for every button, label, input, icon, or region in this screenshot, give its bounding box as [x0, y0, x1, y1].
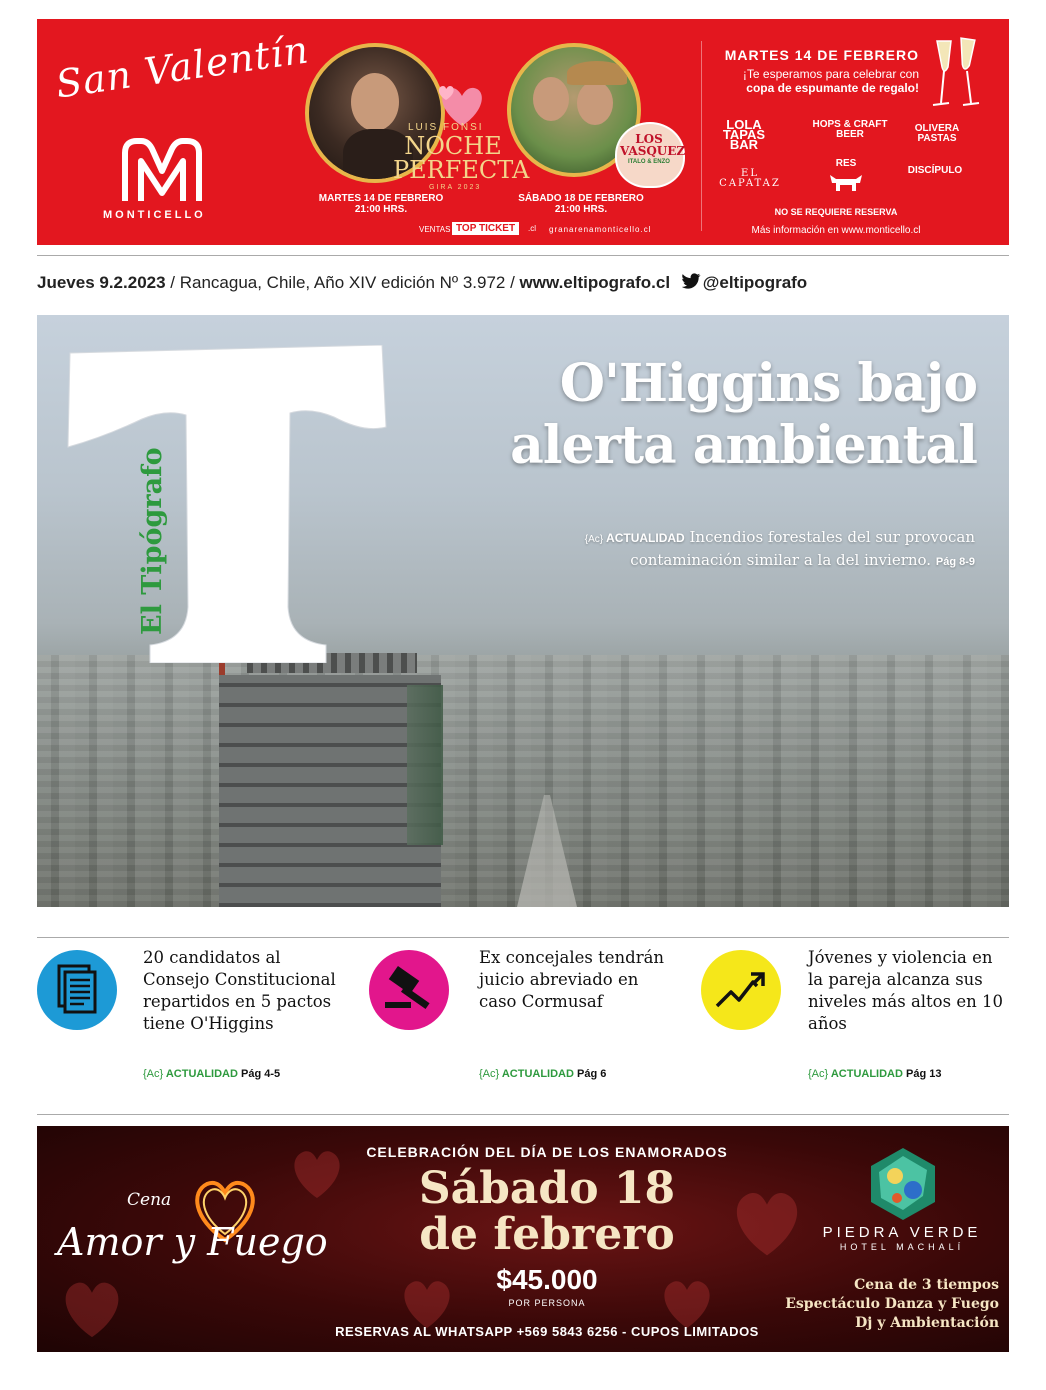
- brief-1-tag[interactable]: [143, 1068, 280, 1080]
- event-date: [337, 1163, 757, 1260]
- el-tipografo-t-logo: [64, 345, 424, 663]
- per-person-label: POR PERSONA: [508, 1298, 586, 1308]
- reservas-whatsapp[interactable]: RESERVAS AL WHATSAPP +569 5843 6256 - CUPOS LIMITADOS: [335, 1324, 759, 1339]
- document-icon: [37, 950, 117, 1030]
- heart-bg-icon: [57, 1276, 127, 1340]
- deck-line-2: contaminación similar a la del invierno.: [630, 551, 932, 569]
- lead-headline[interactable]: [417, 353, 977, 477]
- restaurant-olivera: OLIVERA PASTAS: [914, 123, 960, 144]
- venue-subtitle: HOTEL MACHALÍ: [839, 1242, 965, 1252]
- no-reserva-note: NO SE REQUIERE RESERVA: [774, 207, 898, 217]
- brief-3-bracket: {Ac}: [808, 1068, 829, 1080]
- city-skyline: [37, 655, 1009, 907]
- heart-bg-icon: [657, 1276, 717, 1330]
- vasquez-date: [511, 193, 651, 215]
- fonsi-date: [311, 193, 451, 215]
- vasquez-date-text: SÁBADO 18 DE FEBRERO: [518, 193, 644, 204]
- piedra-verde-ad[interactable]: [37, 1126, 1009, 1352]
- promo-text: [701, 67, 919, 95]
- restaurant-res-label: RES: [835, 158, 857, 169]
- brief-1-section: ACTUALIDAD: [165, 1068, 238, 1080]
- arena-url[interactable]: granarenamonticello.cl: [549, 225, 652, 234]
- restaurant-capataz: EL CAPATAZ: [719, 168, 781, 189]
- issue-date: Jueves 9.2.2023: [37, 273, 166, 292]
- headline-line-1: O'Higgins bajo: [559, 353, 977, 414]
- brief-2-title[interactable]: Ex concejales tendrán juicio abreviado en caso Cormusaf: [479, 948, 665, 1011]
- los-vasquez-name: LOS VASQUEZ: [620, 132, 686, 158]
- building-scaffold: [407, 685, 443, 845]
- lead-section-tag[interactable]: [585, 531, 685, 545]
- vasquez-time-text: 21:00 HRS.: [554, 204, 608, 215]
- cena-label: Cena: [127, 1190, 172, 1210]
- restaurant-res: [823, 159, 869, 196]
- restaurant-discipulo: DISCÍPULO: [907, 165, 963, 176]
- brief-3-section: ACTUALIDAD: [830, 1068, 903, 1080]
- brief-2-tag[interactable]: [479, 1068, 606, 1080]
- brief-3-badge: [701, 950, 781, 1030]
- noche-perfecta-title: NOCHE PERFECTA: [393, 132, 530, 184]
- brief-1-page: Pág 4-5: [241, 1068, 281, 1080]
- feature-3: Dj y Ambientación: [855, 1315, 999, 1331]
- restaurant-hops: HOPS & CRAFT BEER: [812, 119, 888, 140]
- issue-place: / Rancagua, Chile, Año XIV edición Nº 3.972 /: [165, 273, 520, 292]
- lead-photo: [37, 315, 1009, 907]
- monticello-logo-icon: [117, 131, 207, 211]
- brief-2-bracket: {Ac}: [479, 1068, 500, 1080]
- gavel-icon: [369, 950, 449, 1030]
- lead-deck: [477, 527, 975, 572]
- fonsi-date-text: MARTES 14 DE FEBRERO: [318, 193, 444, 204]
- piedra-verde-logo-icon: [867, 1146, 939, 1222]
- champagne-glasses-icon: [929, 33, 985, 113]
- topticket-suffix: .cl: [528, 224, 536, 233]
- twitter-icon: [681, 273, 701, 290]
- brief-2-badge: [369, 950, 449, 1030]
- brief-1-title[interactable]: 20 candidatos al Consejo Constitucional repartidos en 5 pactos tiene O'Higgins: [143, 948, 336, 1033]
- brief-2-section: ACTUALIDAD: [501, 1068, 574, 1080]
- lead-page-ref: Pág 8-9: [935, 556, 975, 568]
- restaurant-lola: LOLA TAPAS BAR: [722, 117, 766, 152]
- promo-line-1: ¡Te esperamos para celebrar con: [742, 67, 919, 81]
- el-tipografo-name: El Tipógrafo: [137, 447, 168, 635]
- site-link[interactable]: www.eltipografo.cl: [519, 273, 671, 292]
- dateline: [37, 273, 807, 293]
- event-features: [737, 1276, 999, 1333]
- brief-1-bracket: {Ac}: [143, 1068, 164, 1080]
- fonsi-time-text: 21:00 HRS.: [354, 204, 408, 215]
- brief-2-page: Pág 6: [577, 1068, 607, 1080]
- promo-date: MARTES 14 DE FEBRERO: [724, 47, 919, 63]
- promo-line-2: copa de espumante de regalo!: [746, 81, 919, 95]
- rule-top: [37, 255, 1009, 256]
- ventas-label: VENTAS: [419, 225, 451, 234]
- los-vasquez-subtitle: ITALO & ENZO: [628, 159, 670, 165]
- mas-info-link[interactable]: Más información en www.monticello.cl: [751, 225, 921, 236]
- feature-1: Cena de 3 tiempos: [854, 1277, 999, 1293]
- fonsi-tour: GIRA 2023: [429, 184, 482, 191]
- topticket-logo[interactable]: TOP TICKET: [452, 222, 519, 235]
- monticello-ad[interactable]: [37, 19, 1009, 245]
- san-valentin-title: San Valentín: [53, 27, 312, 107]
- deck-line-1: Incendios forestales del sur provocan: [689, 528, 975, 546]
- rule-bottom: [37, 1114, 1009, 1115]
- trend-up-icon: [701, 950, 781, 1030]
- celebracion-title: CELEBRACIÓN DEL DÍA DE LOS ENAMORADOS: [366, 1144, 728, 1160]
- fonsi-artist-name: LUIS FONSI: [408, 122, 484, 133]
- lead-section-bracket: {Ac}: [584, 534, 604, 545]
- headline-line-2: alerta ambiental: [510, 415, 977, 476]
- brief-3-page: Pág 13: [906, 1068, 942, 1080]
- feature-2: Espectáculo Danza y Fuego: [785, 1296, 999, 1312]
- brief-1-badge: [37, 950, 117, 1030]
- bull-icon: [826, 169, 866, 193]
- brief-3-title[interactable]: Jóvenes y violencia en la pareja alcanza sus niveles más altos en 10 años: [808, 948, 1003, 1033]
- rule-middle: [37, 937, 1009, 938]
- event-date-line-1: Sábado 18: [418, 1163, 676, 1214]
- amor-y-fuego-title: Amor y Fuego: [57, 1220, 328, 1264]
- brief-3-tag[interactable]: [808, 1068, 941, 1080]
- twitter-handle[interactable]: @eltipografo: [702, 273, 808, 292]
- lead-section-label: ACTUALIDAD: [606, 531, 685, 545]
- monticello-name: MONTICELLO: [103, 209, 206, 221]
- event-date-line-2: de febrero: [419, 1209, 675, 1260]
- venue-name: PIEDRA VERDE: [822, 1224, 982, 1241]
- event-price: $45.000: [496, 1264, 598, 1295]
